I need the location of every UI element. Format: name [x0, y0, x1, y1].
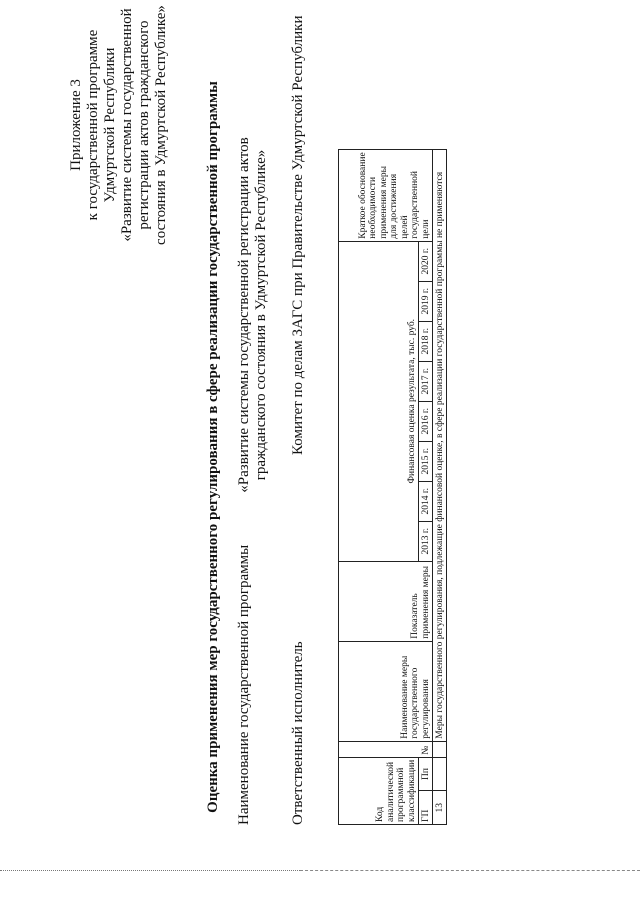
executor-label: Ответственный исполнитель	[290, 641, 306, 825]
appendix-line: Удмуртской Республики	[102, 47, 118, 203]
year-cell: 2017 г.	[419, 361, 433, 401]
year-cell: 2014 г.	[419, 481, 433, 521]
appendix-line: Приложение 3	[68, 79, 84, 171]
number-header-cell: №	[339, 741, 433, 757]
year-cell: 2016 г.	[419, 401, 433, 441]
program-label: Наименование государственной программы	[236, 544, 252, 825]
row-pp-cell	[433, 757, 447, 791]
measure-header-cell: Наименование меры государственного регулирования	[339, 641, 433, 741]
row-gp-cell: 13	[433, 791, 447, 825]
indicator-header-cell: Показатель применения меры	[339, 561, 433, 641]
appendix-line: регистрации актов гражданского	[136, 20, 152, 230]
measures-table	[338, 149, 447, 825]
appendix-line: к государственной программе	[85, 29, 101, 221]
program-value: «Развитие системы государственной регистрации актов гражданского состояния в Удмуртской Республике»	[236, 137, 269, 493]
table-row	[433, 149, 447, 824]
finance-header-cell: Финансовая оценка результата, тыс. руб.	[339, 241, 419, 561]
row-num-cell	[433, 741, 447, 757]
document-heading: Оценка применения мер государственного регулирования в сфере реализации государственной программы	[205, 81, 221, 813]
year-cell: 2019 г.	[419, 281, 433, 321]
code-col-gp: ГП	[419, 791, 433, 825]
scan-edge-mark	[0, 870, 300, 871]
appendix-header	[68, 0, 170, 285]
year-cell: 2013 г.	[419, 521, 433, 561]
year-cell: 2015 г.	[419, 441, 433, 481]
appendix-line: состояния в Удмуртской Республике»	[153, 5, 169, 245]
code-header-cell: Код аналитической программной классификации	[339, 757, 419, 824]
appendix-line: «Развитие системы государственной	[119, 8, 135, 242]
row-text-cell: Меры государственного регулирования, подлежащие финансовой оценке, в сфере реализации государственной программы не применяются	[433, 149, 447, 741]
code-col-pp: Пп	[419, 757, 433, 791]
scan-edge-mark	[300, 870, 640, 871]
year-cell: 2020 г.	[419, 241, 433, 281]
executor-value: Комитет по делам ЗАГС при Правительстве Удмуртской Республики	[290, 15, 306, 455]
justification-header-cell: Краткое обоснование необходимости применения меры для достижения целей государственной цели	[339, 149, 433, 241]
year-cell: 2018 г.	[419, 321, 433, 361]
